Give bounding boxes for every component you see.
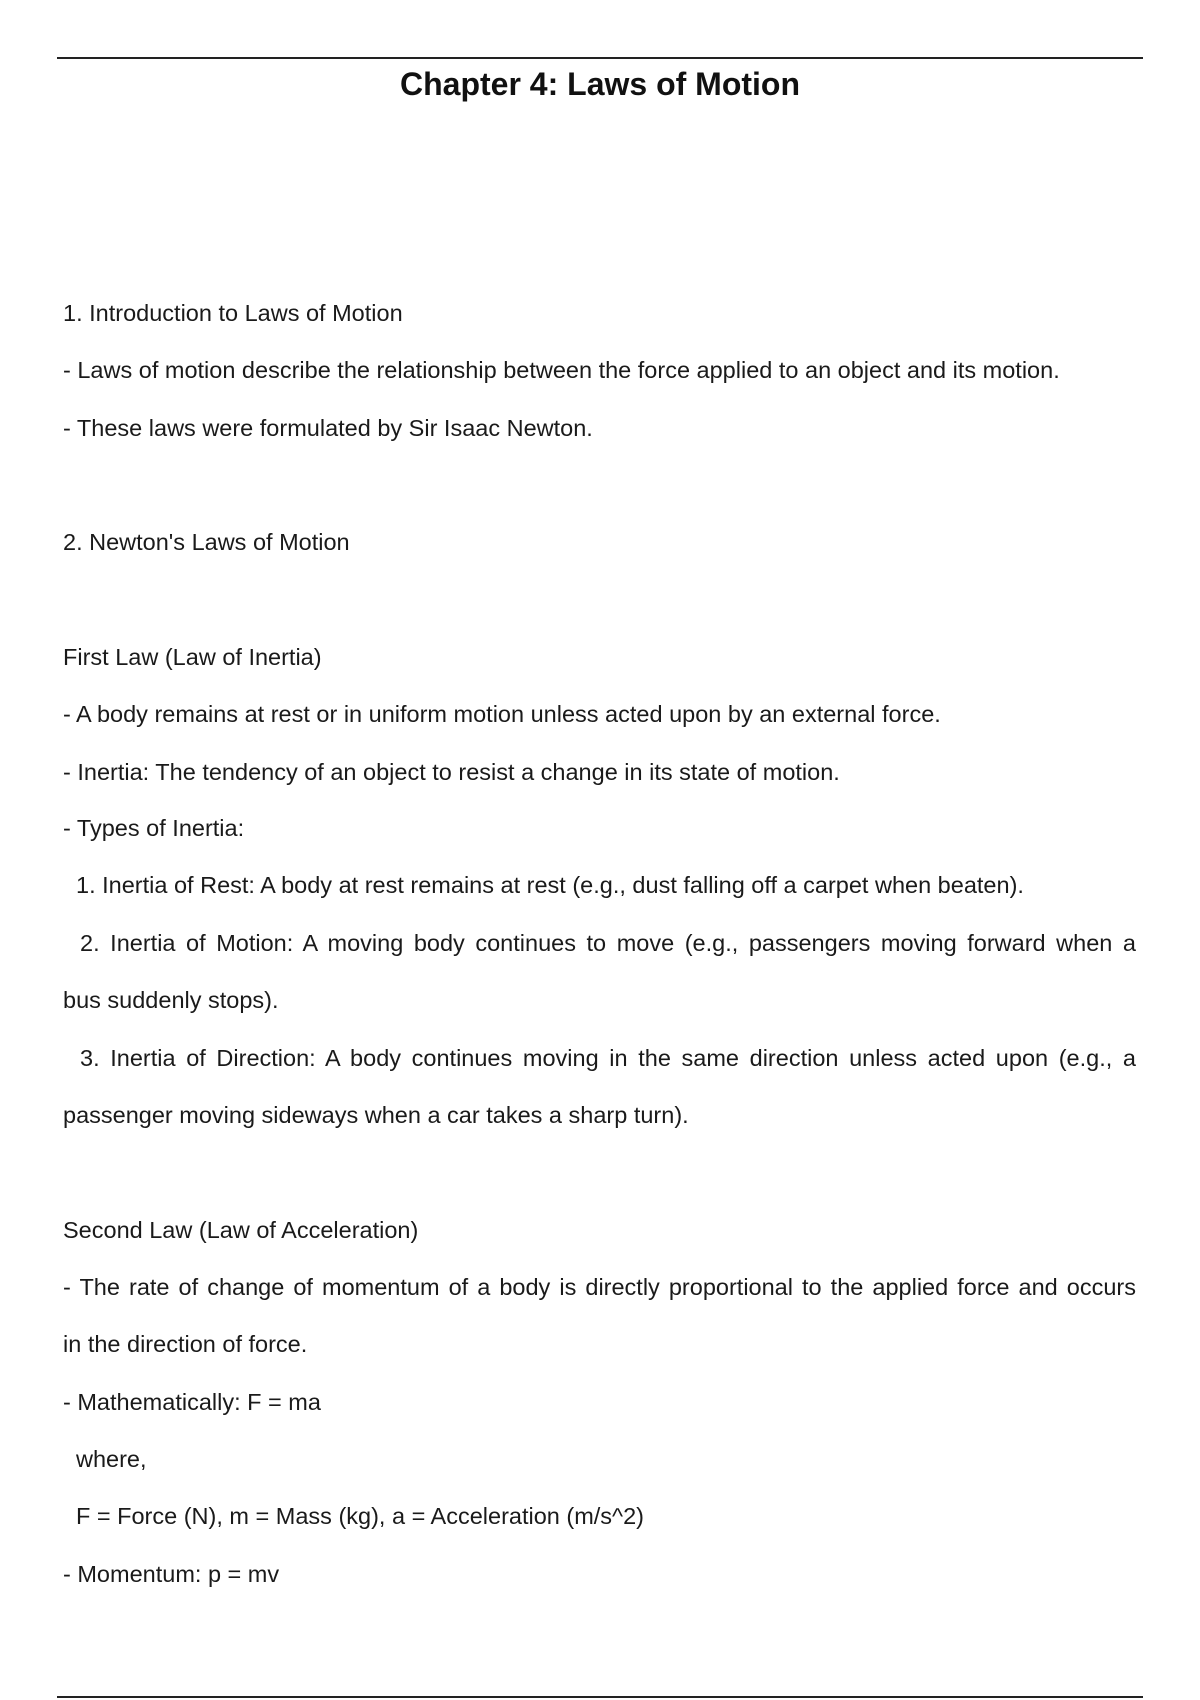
top-rule	[57, 57, 1143, 59]
inertia-type-item: 1. Inertia of Rest: A body at rest remains at rest (e.g., dust falling off a carpet when beaten).	[76, 872, 1024, 898]
first-law-point: - Inertia: The tendency of an object to resist a change in its state of motion.	[63, 759, 840, 785]
second-law-heading: Second Law (Law of Acceleration)	[63, 1217, 419, 1243]
momentum-formula: - Momentum: p = mv	[63, 1561, 280, 1587]
section-heading-introduction: 1. Introduction to Laws of Motion	[63, 300, 403, 326]
second-law-formula: - Mathematically: F = ma	[63, 1389, 321, 1415]
bottom-rule	[57, 1696, 1143, 1698]
inertia-type-item-continued: bus suddenly stops).	[63, 987, 279, 1013]
second-law-where: where,	[76, 1446, 147, 1472]
second-law-variables: F = Force (N), m = Mass (kg), a = Acceleration (m/s^2)	[76, 1503, 644, 1529]
first-law-point: - A body remains at rest or in uniform motion unless acted upon by an external force.	[63, 701, 941, 727]
first-law-point: - Types of Inertia:	[63, 815, 245, 841]
second-law-point: - The rate of change of momentum of a body is directly proportional to the applied force and occurs	[63, 1274, 1136, 1300]
section-heading-newtons-laws: 2. Newton's Laws of Motion	[63, 529, 350, 555]
page-title: Chapter 4: Laws of Motion	[400, 66, 800, 102]
second-law-point-continued: in the direction of force.	[63, 1331, 308, 1357]
inertia-type-item: 3. Inertia of Direction: A body continues moving in the same direction unless acted upon (e.g., a	[80, 1045, 1136, 1071]
first-law-heading: First Law (Law of Inertia)	[63, 644, 322, 670]
inertia-type-item: 2. Inertia of Motion: A moving body continues to move (e.g., passengers moving forward when a	[80, 930, 1136, 956]
intro-point: - These laws were formulated by Sir Isaac Newton.	[63, 415, 593, 441]
inertia-type-item-continued: passenger moving sideways when a car takes a sharp turn).	[63, 1102, 689, 1128]
intro-point: - Laws of motion describe the relationship between the force applied to an object and its motion.	[63, 357, 1060, 383]
